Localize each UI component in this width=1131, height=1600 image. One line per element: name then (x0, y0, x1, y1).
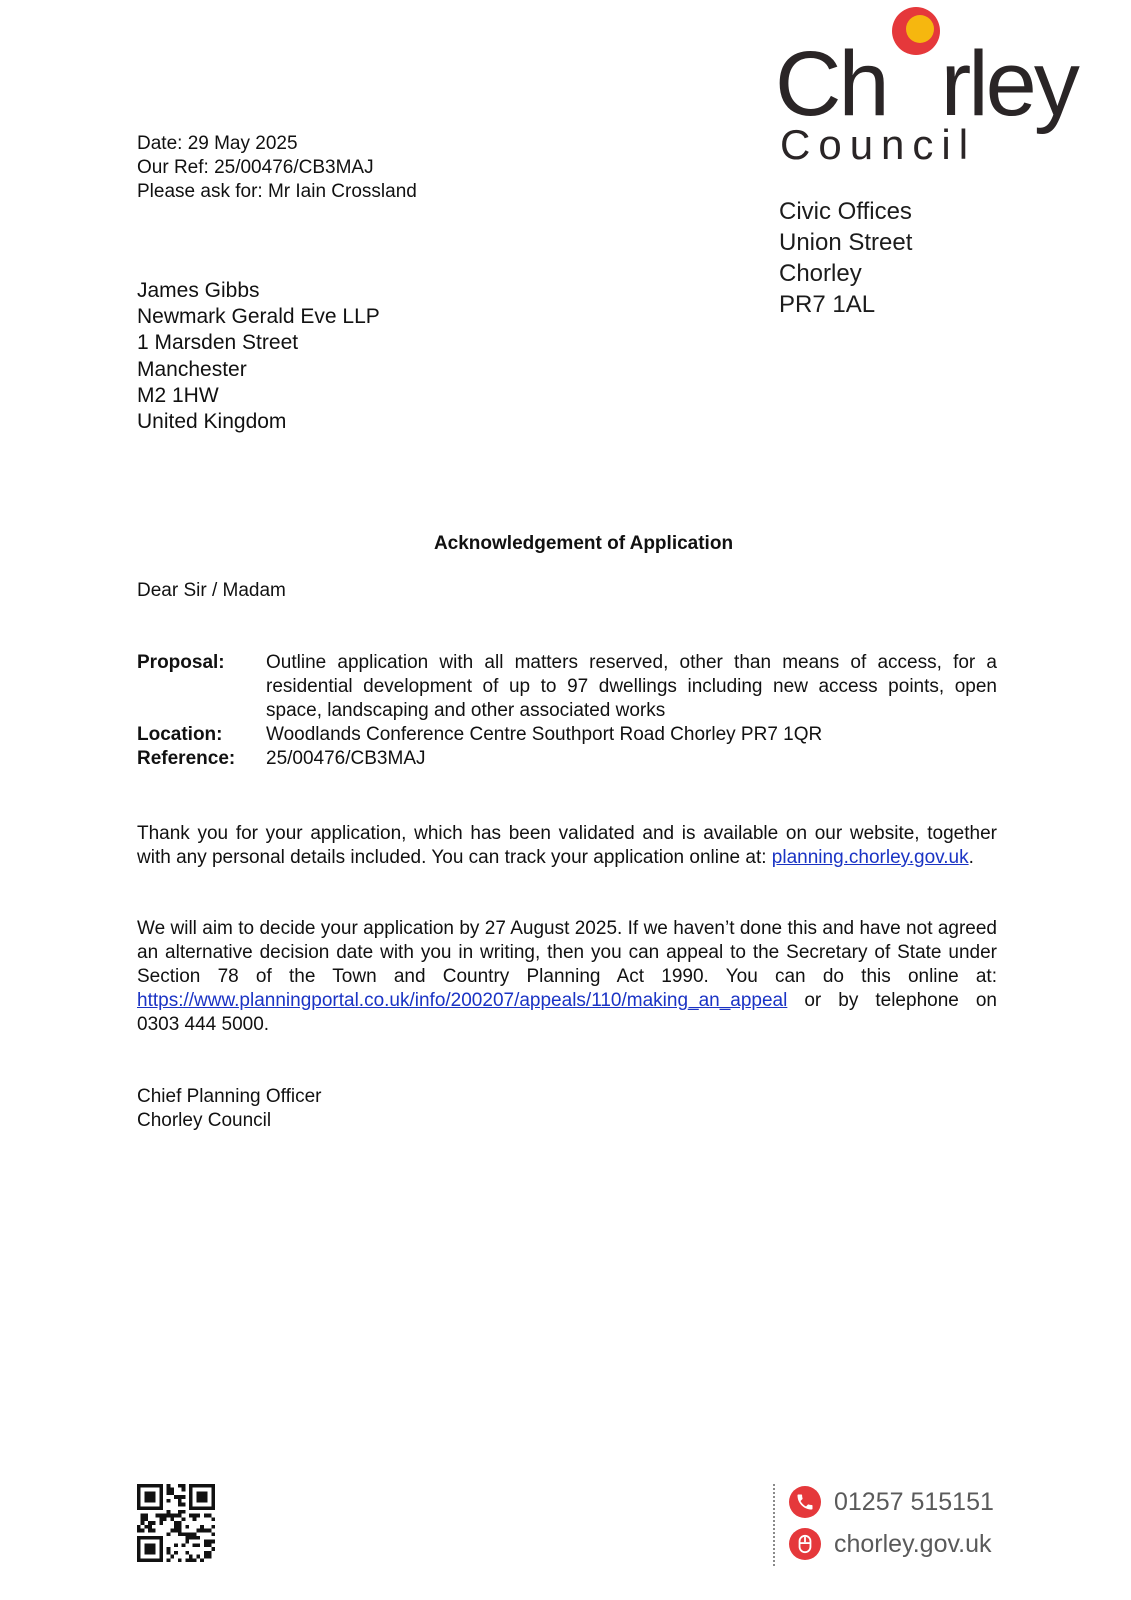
qr-module (137, 1540, 141, 1544)
qr-module (141, 1514, 145, 1518)
qr-module (211, 1506, 215, 1510)
qr-module (148, 1506, 152, 1510)
qr-module (159, 1543, 163, 1547)
qr-module (200, 1506, 204, 1510)
qr-module (148, 1484, 152, 1488)
council-address-line: Chorley (779, 260, 862, 287)
qr-module (159, 1495, 163, 1499)
location-value: Woodlands Conference Centre Southport Road Chorley PR7 1QR (266, 724, 823, 745)
qr-module (156, 1484, 160, 1488)
qr-module (193, 1532, 197, 1536)
qr-module (185, 1536, 189, 1540)
qr-module (189, 1506, 193, 1510)
qr-module (144, 1558, 148, 1562)
qr-module (167, 1484, 171, 1488)
qr-module (137, 1484, 141, 1488)
qr-module (208, 1540, 212, 1544)
qr-module (152, 1558, 156, 1562)
qr-module (159, 1521, 163, 1525)
qr-module (141, 1536, 145, 1540)
qr-module (204, 1543, 208, 1547)
qr-module (137, 1536, 141, 1540)
qr-module (193, 1517, 197, 1521)
qr-module (137, 1529, 141, 1533)
letter-meta (137, 132, 417, 204)
qr-module (200, 1525, 204, 1529)
qr-module (208, 1551, 212, 1555)
qr-module (156, 1514, 160, 1518)
qr-module (167, 1488, 171, 1492)
qr-module (137, 1491, 141, 1495)
proposal-value: Outline application with all matters reserved, other than means of access, for a residential development of up to 97 dwellings including new access points, open space, landscaping and other associated works (266, 652, 997, 721)
qr-module (137, 1551, 141, 1555)
qr-module (185, 1551, 189, 1555)
qr-module (152, 1551, 156, 1555)
qr-module (148, 1521, 152, 1525)
qr-module (159, 1555, 163, 1559)
qr-module (211, 1503, 215, 1507)
qr-module (144, 1525, 148, 1529)
qr-module (182, 1495, 186, 1499)
qr-module (137, 1503, 141, 1507)
qr-module (159, 1488, 163, 1492)
qr-module (211, 1495, 215, 1499)
qr-module (174, 1529, 178, 1533)
qr-module (159, 1558, 163, 1562)
recipient-address (137, 278, 380, 435)
qr-module (152, 1521, 156, 1525)
letter-date: Date: 29 May 2025 (137, 133, 298, 154)
qr-module (144, 1499, 148, 1503)
qr-module (137, 1558, 141, 1562)
footer-phone (789, 1486, 994, 1518)
qr-module (189, 1532, 193, 1536)
recipient-line: 1 Marsden Street (137, 331, 299, 355)
footer-website (789, 1528, 991, 1560)
qr-module (137, 1506, 141, 1510)
qr-module (159, 1547, 163, 1551)
qr-module (208, 1543, 212, 1547)
qr-module (182, 1517, 186, 1521)
footer-divider (773, 1484, 775, 1566)
qr-module (159, 1503, 163, 1507)
qr-module (137, 1488, 141, 1492)
qr-module (152, 1506, 156, 1510)
qr-module (159, 1491, 163, 1495)
qr-module (193, 1506, 197, 1510)
logo-council-word: Council (780, 121, 977, 168)
qr-module (152, 1484, 156, 1488)
qr-module (208, 1555, 212, 1559)
qr-module (144, 1551, 148, 1555)
qr-module (196, 1499, 200, 1503)
qr-module (189, 1495, 193, 1499)
qr-module (196, 1543, 200, 1547)
qr-module (148, 1495, 152, 1499)
qr-module (159, 1551, 163, 1555)
qr-module (159, 1499, 163, 1503)
qr-module (211, 1540, 215, 1544)
qr-module (174, 1543, 178, 1547)
qr-module (204, 1491, 208, 1495)
qr-module (170, 1491, 174, 1495)
qr-module (159, 1536, 163, 1540)
qr-module (144, 1536, 148, 1540)
appeal-link[interactable]: https://www.planningportal.co.uk/info/200207/appeals/110/making_an_appeal (137, 990, 788, 1011)
qr-module (189, 1488, 193, 1492)
qr-module (189, 1503, 193, 1507)
qr-module (182, 1503, 186, 1507)
qr-module (170, 1555, 174, 1559)
qr-module (137, 1547, 141, 1551)
qr-module (167, 1532, 171, 1536)
qr-module (174, 1521, 178, 1525)
qr-module (204, 1506, 208, 1510)
qr-module (148, 1547, 152, 1551)
phone-icon (789, 1486, 821, 1518)
proposal-label: Proposal: (137, 652, 225, 673)
qr-module (163, 1517, 167, 1521)
qr-module (211, 1484, 215, 1488)
qr-module (196, 1491, 200, 1495)
qr-module (208, 1529, 212, 1533)
recipient-line: Manchester (137, 357, 247, 381)
qr-module (204, 1514, 208, 1518)
qr-module (200, 1529, 204, 1533)
qr-module (152, 1547, 156, 1551)
qr-module (167, 1514, 171, 1518)
qr-module (193, 1514, 197, 1518)
proposal-row (137, 651, 997, 723)
qr-module (193, 1536, 197, 1540)
qr-module (174, 1514, 178, 1518)
salutation: Dear Sir / Madam (137, 580, 286, 601)
validation-paragraph (137, 822, 997, 870)
qr-module (144, 1547, 148, 1551)
qr-module (189, 1555, 193, 1559)
planning-site-link[interactable]: planning.chorley.gov.uk (771, 847, 969, 868)
qr-module (196, 1529, 200, 1533)
signoff-title: Chief Planning Officer (137, 1086, 322, 1107)
qr-module (200, 1484, 204, 1488)
qr-module (189, 1536, 193, 1540)
qr-module (204, 1529, 208, 1533)
qr-module (185, 1532, 189, 1536)
qr-module (152, 1491, 156, 1495)
qr-module (141, 1529, 145, 1533)
logo-o-mark (889, 0, 943, 58)
qr-module (167, 1551, 171, 1555)
letter-contact: Please ask for: Mr Iain Crossland (137, 181, 417, 202)
qr-module (159, 1506, 163, 1510)
qr-module (178, 1484, 182, 1488)
qr-module (178, 1529, 182, 1533)
qr-module (156, 1506, 160, 1510)
qr-module (148, 1551, 152, 1555)
validation-text: Thank you for your application, which has been validated and is available on our website, together with any personal details included. You can track your application online at: (137, 823, 997, 868)
council-address-line: PR7 1AL (779, 291, 876, 318)
qr-module (159, 1540, 163, 1544)
letter-reference: Our Ref: 25/00476/CB3MAJ (137, 157, 374, 178)
qr-module (182, 1488, 186, 1492)
decision-paragraph (137, 917, 997, 1037)
qr-module (167, 1510, 171, 1514)
qr-module (211, 1532, 215, 1536)
qr-module (137, 1495, 141, 1499)
qr-module (204, 1484, 208, 1488)
qr-module (167, 1499, 171, 1503)
qr-module (170, 1488, 174, 1492)
qr-module (185, 1525, 189, 1529)
qr-module (148, 1529, 152, 1533)
qr-module (156, 1558, 160, 1562)
location-label: Location: (137, 724, 223, 745)
qr-module (204, 1551, 208, 1555)
qr-module (156, 1536, 160, 1540)
recipient-line: M2 1HW (137, 383, 219, 407)
qr-module (178, 1532, 182, 1536)
qr-module (148, 1491, 152, 1495)
qr-module (148, 1499, 152, 1503)
council-address-line: Civic Offices (779, 198, 912, 225)
qr-module (141, 1506, 145, 1510)
qr-module (200, 1499, 204, 1503)
qr-module (174, 1495, 178, 1499)
footer-website-url[interactable]: chorley.gov.uk (834, 1530, 992, 1558)
qr-module (170, 1514, 174, 1518)
qr-module (196, 1536, 200, 1540)
qr-module (167, 1547, 171, 1551)
qr-module (178, 1525, 182, 1529)
qr-module (144, 1543, 148, 1547)
qr-module (196, 1506, 200, 1510)
qr-module (196, 1495, 200, 1499)
qr-module (178, 1503, 182, 1507)
qr-module (144, 1506, 148, 1510)
qr-module (152, 1495, 156, 1499)
qr-module (163, 1514, 167, 1518)
qr-module (189, 1514, 193, 1518)
qr-module (182, 1543, 186, 1547)
qr-module (200, 1495, 204, 1499)
qr-module (178, 1514, 182, 1518)
qr-module (152, 1529, 156, 1533)
qr-module (185, 1558, 189, 1562)
recipient-line: Newmark Gerald Eve LLP (137, 305, 380, 329)
validation-text-end: . (968, 847, 974, 868)
qr-module (193, 1558, 197, 1562)
qr-module (152, 1543, 156, 1547)
qr-code-icon (137, 1484, 215, 1562)
qr-module (137, 1555, 141, 1559)
signoff-organisation: Chorley Council (137, 1110, 272, 1131)
council-address-line: Union Street (779, 229, 913, 256)
qr-module (159, 1517, 163, 1521)
qr-module (208, 1484, 212, 1488)
qr-module (144, 1495, 148, 1499)
qr-module (170, 1529, 174, 1533)
qr-module (211, 1499, 215, 1503)
qr-module (182, 1532, 186, 1536)
qr-module (208, 1514, 212, 1518)
qr-module (137, 1543, 141, 1547)
qr-module (141, 1558, 145, 1562)
qr-module (196, 1514, 200, 1518)
decision-text: We will aim to decide your application by 27 August 2025. If we haven’t done this and have not agreed an alternative decision date with you in writing, then you can appeal to the Secretary of State under Section 78 of the Town and Country Planning Act 1990. You can do this online at: (137, 918, 997, 987)
logo-wordmark: Ch rley (775, 38, 1077, 130)
qr-module (189, 1558, 193, 1562)
mouse-icon (789, 1528, 821, 1560)
qr-module (152, 1536, 156, 1540)
qr-module (189, 1491, 193, 1495)
qr-module (141, 1521, 145, 1525)
qr-module (182, 1510, 186, 1514)
qr-module (211, 1517, 215, 1521)
qr-module (152, 1499, 156, 1503)
footer-phone-number: 01257 515151 (834, 1488, 994, 1516)
qr-module (159, 1514, 163, 1518)
qr-module (193, 1484, 197, 1488)
reference-value: 25/00476/CB3MAJ (266, 748, 426, 769)
qr-module (144, 1491, 148, 1495)
qr-module (170, 1517, 174, 1521)
qr-module (148, 1558, 152, 1562)
qr-module (204, 1495, 208, 1499)
qr-module (167, 1558, 171, 1562)
qr-module (211, 1525, 215, 1529)
qr-module (204, 1499, 208, 1503)
recipient-line: United Kingdom (137, 410, 287, 434)
qr-module (189, 1499, 193, 1503)
qr-module (141, 1484, 145, 1488)
qr-module (178, 1495, 182, 1499)
qr-module (211, 1488, 215, 1492)
qr-module (208, 1506, 212, 1510)
qr-module (174, 1525, 178, 1529)
qr-module (137, 1499, 141, 1503)
qr-module (144, 1514, 148, 1518)
reference-row (137, 747, 997, 771)
qr-module (204, 1540, 208, 1544)
qr-module (159, 1484, 163, 1488)
qr-module (178, 1558, 182, 1562)
application-details (137, 651, 997, 771)
qr-module (167, 1491, 171, 1495)
qr-module (144, 1517, 148, 1521)
qr-module (204, 1555, 208, 1559)
qr-module (144, 1484, 148, 1488)
reference-label: Reference: (137, 748, 236, 769)
qr-module (174, 1551, 178, 1555)
qr-module (196, 1484, 200, 1488)
qr-module (141, 1517, 145, 1521)
recipient-line: James Gibbs (137, 279, 260, 302)
signoff (137, 1085, 321, 1133)
qr-module (200, 1491, 204, 1495)
qr-module (196, 1555, 200, 1559)
qr-module (189, 1484, 193, 1488)
qr-module (148, 1525, 152, 1529)
qr-module (211, 1491, 215, 1495)
qr-module (148, 1543, 152, 1547)
chorley-council-logo (775, 33, 1105, 178)
qr-module (178, 1499, 182, 1503)
decision-text-end: or by telephone on 0303 444 5000. (137, 990, 997, 1035)
qr-module (178, 1510, 182, 1514)
qr-module (182, 1484, 186, 1488)
location-row (137, 723, 997, 747)
qr-module (178, 1521, 182, 1525)
qr-module (137, 1525, 141, 1529)
council-address (779, 196, 912, 320)
qr-module (200, 1558, 204, 1562)
qr-module (148, 1536, 152, 1540)
letter-heading: Acknowledgement of Application (433, 533, 734, 554)
qr-module (185, 1540, 189, 1544)
qr-module (211, 1547, 215, 1551)
qr-module (193, 1543, 197, 1547)
